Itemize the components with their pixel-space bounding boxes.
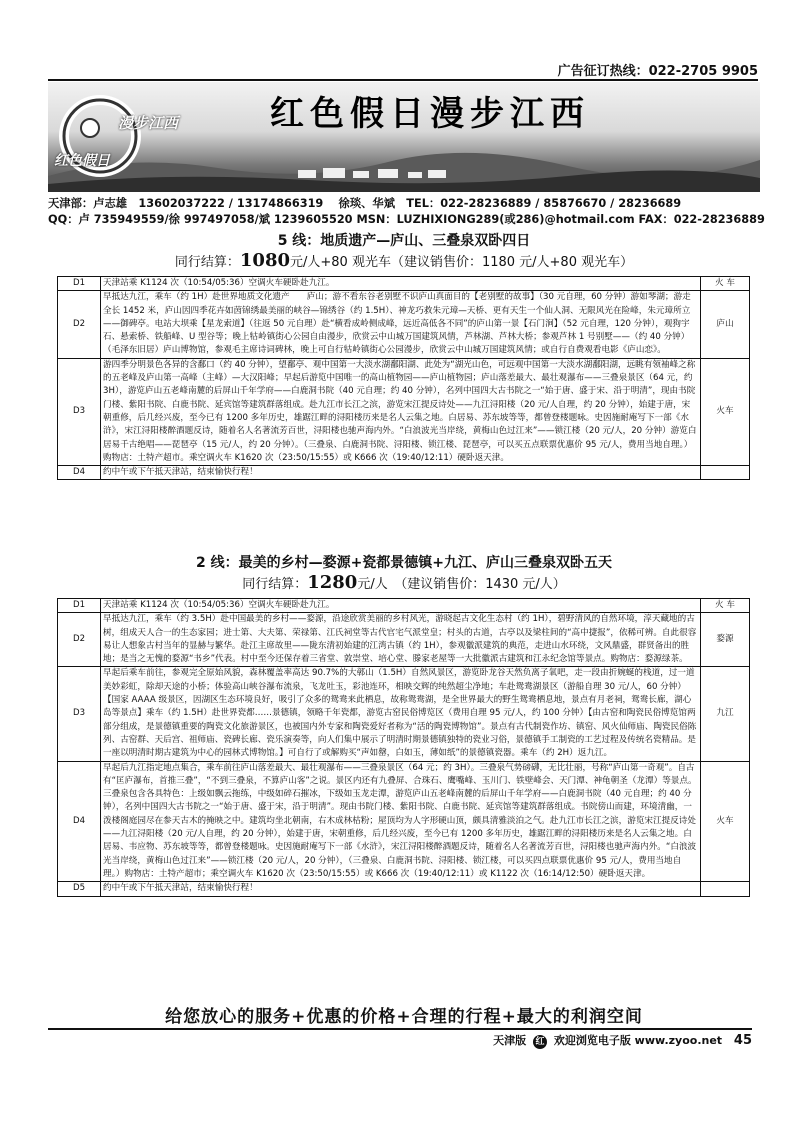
route2-title: 2 线：最美的乡村—婺源+瓷都景德镇+九江、庐山三叠泉双卧五天 xyxy=(195,555,613,571)
table-row xyxy=(58,466,750,480)
table-row xyxy=(58,358,750,465)
day-description: 早起后乘车前往，参观完全原始风貌，森林覆盖率高达 90.7%的大鄣山（1.5H）自然风景区，游览卧龙谷天然负离子氧吧，走一段由折婉蜒的栈道，过一道美妙彩虹，除却天途的小桥；体验高山峡谷瀑布流泉，飞龙吐玉，彩池连环，相映交辉的纯然超尘净地；车赴鸳鸯湖景区（游船自理 30 元/人，60 分钟）【国家 AAAA 级景区，因湖区生态环境良好，吸引了众多的鸳鸯来此栖息，故称鸳鸯湖，是全世界最大的野生鸳鸯栖息地，景点有月老祠，鸳鸯长廊，湖心岛等景点】乘车（约 1.5H）赴世界瓷都……景德镇，领略千年瓷都，游览古窑民俗博览区（费用自理 95 元/人，约 100 分钟）【由古窑和陶瓷民俗博览馆两部分组成，是景德镇重要的陶瓷文化旅游景区，也被国内外专家和陶瓷爱好者称为“活的陶瓷博物馆”。景点有古代制瓷作坊、镇窑、风火仙师庙、陶瓷民俗陈列、古窑群、天后宫、祖师庙、瓷碑长廊、瓷乐演奏等，向人们集中展示了明清时期景德镇独特的瓷业习俗，景德镇手工制瓷的工艺过程及传统名瓷精品。是一座以明清时期古建筑为中心的园林式博物馆。】可自行了或解购买“声如罄，白如玉，薄如纸”的景德镇瓷器。乘车（约 2H）返九江。 xyxy=(101,667,701,761)
transport-label: 婺源 xyxy=(701,613,750,667)
logo xyxy=(48,90,198,182)
page-title: 红色假日漫步江西 xyxy=(270,94,590,134)
day-label: D3 xyxy=(58,667,101,761)
day-label: D5 xyxy=(58,882,101,896)
logo-text-holiday: 红色假日 xyxy=(54,153,110,169)
contact-line-1: 天津部：卢志雄 13602037222 / 13174866319 徐琰、华斌 TEL：022-28236889 / 85876670 / 28236689 xyxy=(48,197,682,210)
logo-text-travel: 漫步江西 xyxy=(118,114,179,132)
table-row xyxy=(58,599,750,613)
route2-price xyxy=(48,572,760,593)
transport-label: 火车 xyxy=(701,761,750,882)
day-label: D3 xyxy=(58,358,101,465)
day-label: D1 xyxy=(58,599,101,613)
day-description: 约中午或下午抵天津站，结束愉快行程！ xyxy=(101,466,701,480)
day-description: 约中午或下午抵天津站，结束愉快行程！ xyxy=(101,882,701,896)
route1-price-label: 同行结算： xyxy=(174,255,240,270)
day-description: 天津站乘 K1124 次（10:54/05:36）空调火车硬卧赴九江。 xyxy=(101,599,701,613)
table-row xyxy=(58,291,750,358)
page-number: 45 xyxy=(733,1033,752,1048)
transport-label: 九江 xyxy=(701,667,750,761)
footer xyxy=(493,1032,752,1049)
day-description: 游四季分明景色各异的含鄱口（约 40 分钟），望鄱亭、观中国第一大淡水湖鄱阳湖、此处为“湖光山色，可远观中国第一大淡水湖鄱阳湖，远眺有领袖峰之称的五老峰及庐山第一高峰（主峰）—大汉阳峰；早起后游览中国唯一的高山植物园——庐山植物园；庐山落差最大、最壮观瀑布——三叠泉景区（64 元，约 3H），游览庐山五老峰南麓的后屏山千年学府——白鹿洞书院（40 元自理；约 40 分钟），名列中国四大古书院之一“始于唐、盛于宋、沿于明清”，现由书院门楼、紫阳书院、白鹿书院、延宾馆等建筑群落组成。赴九江市长江之滨，游览宋江提反诗处——九江浔阳楼（20 元/人自理，约 20 分钟），始建于唐，宋朝重修，后几经兴废，至今已有 1200 多年历史，雄踞江畔的浔阳楼历来是名人云集之地。白居易、苏东坡等等，都曾登楼题咏。史因施耐庵写下一部《水浒》，宋江浔阳楼醉酒题反诗，随着名人名著流芳百世，浔阳楼也驰声海内外。“白浪波光当岸绕，黄梅山色过江来”——锁江楼（20 元/人，20 分钟）游览白居易千古绝唱——琵琶亭（15 元/人，约 20 分钟）。（三叠泉、白鹿洞书院、浔阳楼、锁江楼、琵琶亭，可以买五点联票优惠价 95 元/人，费用当地自理。）购物店：土特产超市。乘空调火车 K1620 次（23:50/15:55）或 K666 次（19:40/12:11）硬卧返天津。 xyxy=(101,358,701,465)
table-row xyxy=(58,882,750,896)
day-label: D2 xyxy=(58,613,101,667)
route1-title: 5 线：地质遗产—庐山、三叠泉双卧四日 xyxy=(277,233,531,249)
route2-price-rest: 元/人 （建议销售价：1430 元/人） xyxy=(357,577,566,592)
transport-label: 庐山 xyxy=(701,291,750,358)
route2-price-value: 1280 xyxy=(307,572,358,593)
day-description: 早抵达九江，乘车（约 3.5H）赴中国最美的乡村——婺源，沿途欣赏美丽的乡村风光，游晓起古文化生态村（约 1H），碧野清风的自然环境，淳天藏地的古树，组成天人合一的生态家园；进士第、大夫第、荣禄第、江氏祠堂等古代官宅气派堂皇；村头的古道，古亭以及梁柱间的“高中捷报”，依稀可辨。自此很容易让人想象古村当年的显赫与繁华。赴江主席故里——陇东清初始建的江湾古镇（约 1H），参观徽派建筑的典范，走进山水环绕，文风鼎盛，群贤备出的胜地；是当之无愧的婺源“书乡”代表。村中至今还保存着三省堂、敦崇堂、培心堂、滕家老屋等一大批徽派古建筑和江永纪念馆等景点。购物店：婺源绿茶。 xyxy=(101,613,701,667)
transport-label: 火车 xyxy=(701,358,750,465)
day-label: D2 xyxy=(58,291,101,358)
transport-label: 火 车 xyxy=(701,277,750,291)
footer-badge-icon: 红 xyxy=(533,1035,547,1049)
transport-label: 火 车 xyxy=(701,599,750,613)
hotline: 广告征订热线：022-2705 9905 xyxy=(557,64,758,79)
route2-itinerary-table xyxy=(57,598,750,897)
table-row xyxy=(58,761,750,882)
top-divider xyxy=(48,79,758,81)
transport-label xyxy=(701,466,750,480)
table-row xyxy=(58,277,750,291)
contact-line-2: QQ：卢 735949559/徐 997497058/斌 1239605520 MSN：LUZHIXIONG289(或286)@hotmail.com FAX：022-28236889 xyxy=(48,213,765,226)
day-label: D4 xyxy=(58,466,101,480)
footer-divider xyxy=(48,1028,752,1030)
route1-price-value: 1080 xyxy=(239,250,290,271)
slogan: 给您放心的服务+优惠的价格+合理的行程+最大的利润空间 xyxy=(165,1007,643,1027)
day-description: 天津站乘 K1124 次（10:54/05:36）空调火车硬卧赴九江。 xyxy=(101,277,701,291)
day-label: D4 xyxy=(58,761,101,882)
day-description: 早抵达九江，乘车（约 1H）赴世界地质文化遗产 庐山；游不看东谷老别墅不识庐山真面目的【老别墅的故事】（30 元自理，60 分钟）游如琴湖；游走全长 1452 米，庐山因四季花卉如茵锦绣最美丽的峡谷—锦绣谷（约 1.5H）、神龙巧救朱元璋—天桥、更有天生一个仙人洞、无限风光在险峰，朱元璋所立——御碑亭。电站大坝乘【星龙索道】（往返 50 元自理）赴“横看成岭侧成峰，远近高低各不同”的庐山第一景【石门涧】（52 元自理，120 分钟），观狗宇石、悬索桥、铁船峰、U 型谷等；晚上牯岭镇街心公园自由漫步，欣赏云中山城万国建筑风情，芦林湖、芦林大桥；参观芦林 1 号别墅——（约 40 分钟）（毛泽东旧居）庐山博物馆，参观毛主席诗词碑林，晚上可自行牯岭镇街心公园漫步，欣赏云中山城万国建筑风情；或自行自费观看电影《庐山恋》。 xyxy=(101,291,701,358)
route1-price-rest: 元/人+80 观光车（建议销售价：1180 元/人+80 观光车） xyxy=(290,255,634,270)
day-description: 早起后九江指定地点集合，乘车前往庐山落差最大、最壮观瀑布——三叠泉景区（64 元；约 3H）。三叠泉气势磅礴，无比壮丽，号称“庐山第一奇观”。自古有“匡庐瀑布，首推三叠”，“不到三叠泉，不算庐山客”之说。景区内还有九叠屏、合珠石、鹰嘴峰、玉川门、铁壁峰会、天门潭、神龟朝圣（龙潭）等景点。三叠泉包含各具特色：上级如飘云拖练，中级如碎石摧冰，下级如玉龙走潭，游览庐山五老峰南麓的后屏山千年学府——白鹿洞书院（40 元自理；约 40 分钟），名列中国四大古书院之一“始于唐、盛于宋，沿于明清”。现由书院门楼、紫阳书院、白鹿书院、延宾馆等建筑群落组成。书院傍山而建，环境清幽，一泼楼阁庭园尽在参天古木的掩映之中。建筑均坐北朝南，右木成林枯粉；屋顶均为人字形硬山顶，颇具清雅淡泊之气。赴九江市长江之滨，游览宋江提反诗处——九江浔阳楼（20 元/人自理，约 20 分钟），始建于唐，宋朝重修，后几经兴废，至今已有 1200 多年历史，雄踞江畔的浔阳楼历来是名人云集之地。白居易、韦应物、苏东坡等等，都曾登楼题咏。史因施耐庵写下一部《水浒》，宋江浔阳楼醉酒题反诗，随着名人名著流芳百世，浔阳楼也驰声海内外。“白浪波光当岸绕，黄梅山色过江来”——锁江楼（20 元/人，20 分钟），（三叠泉、白鹿洞书院、浔阳楼、锁江楼，可以买四点联票优惠价 95 元/人，费用当地自理。）购物店：土特产超市；乘空调火车 K1620 次（23:50/15:55）或 K666 次（19:40/12:11）或 K1122 次（16:14/12:50）硬卧返天津。 xyxy=(101,761,701,882)
day-label: D1 xyxy=(58,277,101,291)
footer-website[interactable]: 欢迎浏览电子版 www.zyoo.net xyxy=(553,1034,723,1047)
route1-itinerary-table xyxy=(57,276,750,480)
route1-price xyxy=(48,250,760,271)
table-row xyxy=(58,613,750,667)
route2-price-label: 同行结算： xyxy=(242,577,308,592)
footer-edition: 天津版 xyxy=(493,1034,527,1047)
transport-label xyxy=(701,882,750,896)
banner xyxy=(48,82,760,192)
table-row xyxy=(58,667,750,761)
